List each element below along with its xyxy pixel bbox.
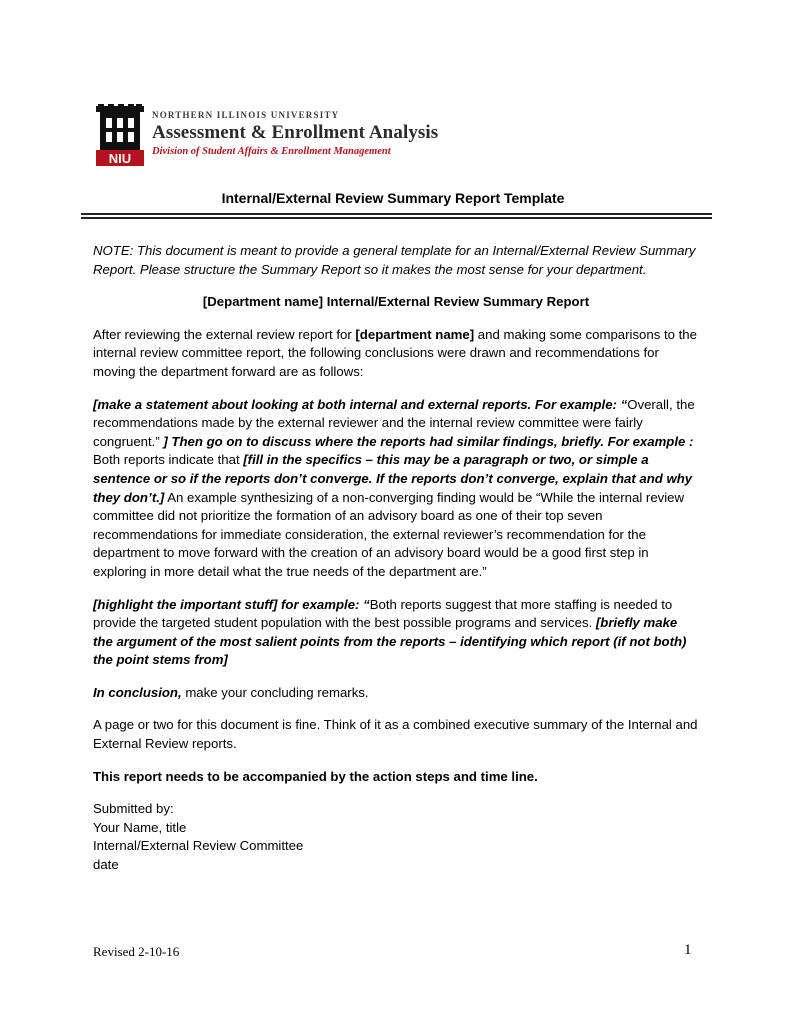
niu-logo [94,104,146,170]
intro-text-2: and making some comparisons to the internal review committee report, the following conclusions were drawn and recommendations for moving the department forward are as follows: [93,326,697,379]
title-rule-bottom [81,217,712,219]
logo-text: NIU [108,151,132,166]
submitted-date: date [93,857,119,873]
para1-example-1: Overall, the recommendations made by the external reviewer and the internal review committee were fairly congruent.” [93,396,695,449]
template-note: NOTE: This document is meant to provide a general template for an Internal/External Review Summary Report. Please structure the Summary Report so it makes the most sense for your department. [93,243,696,277]
title-rule-top [81,213,712,215]
intro-paragraph [93,326,699,382]
length-note: A page or two for this document is fine. Think of it as a combined executive summary of the Internal and External Review reports. [93,717,698,752]
organization-header [152,110,438,157]
action-note: This report needs to be accompanied by the action steps and time line. [93,768,538,784]
division-name: Division of Student Affairs & Enrollment Management [152,146,391,157]
para1-example-2: Both reports indicate that [93,452,244,468]
unit-name: Assessment & Enrollment Analysis [152,122,439,143]
submitter-name: Your Name, title [93,819,187,835]
revision-date: Revised 2-10-16 [93,944,180,959]
document-title: Internal/External Review Summary Report Template [221,190,565,206]
page-number: 1 [684,942,692,958]
submitter-committee: Internal/External Review Committee [93,838,304,854]
intro-department-placeholder: [department name] [355,326,475,342]
conclusion-lead: In conclusion, [93,684,182,700]
submitted-label: Submitted by: [93,801,174,817]
comparison-paragraph [93,396,699,582]
submitted-block [93,800,699,874]
section-title: [Department name] Internal/External Review Summary Report [202,294,590,310]
para1-example-3: An example synthesizing of a non-converging finding would be “While the internal review committee did not prioritize the formation of an advisory board as one of their top seven recommendations for immediate consideration, the external reviewer’s recommendation for the department to move forward with the creation of an advisory board would be a good first step in exploring in more detail what the true needs of the department are.” [93,489,685,579]
para2-instruction-1: [highlight the important stuff] for example: “ [93,596,370,612]
para1-instruction-1: [make a statement about looking at both internal and external reports. For example: “ [93,396,628,412]
para1-instruction-3: [fill in the specifics – this may be a paragraph or two, or simple a sentence or so if the reports don’t converge. If the reports don’t converge, explain that and why they don’t.] [93,452,693,505]
conclusion-paragraph [93,684,699,703]
highlight-paragraph [93,596,699,670]
intro-text-1: After reviewing the external review report for [93,326,356,342]
conclusion-text: make your concluding remarks. [181,684,369,700]
university-name: NORTHERN ILLINOIS UNIVERSITY [152,110,340,120]
para2-instruction-2: [briefly make the argument of the most salient points from the reports – identifying which report (if not both) the point stems from] [93,615,687,668]
para1-instruction-2: ] Then go on to discuss where the reports had similar findings, briefly. For example : [163,433,694,449]
document-body [93,242,699,875]
para2-example: Both reports suggest that more staffing is needed to provide the targeted student population with the best possible programs and services. [93,596,673,631]
